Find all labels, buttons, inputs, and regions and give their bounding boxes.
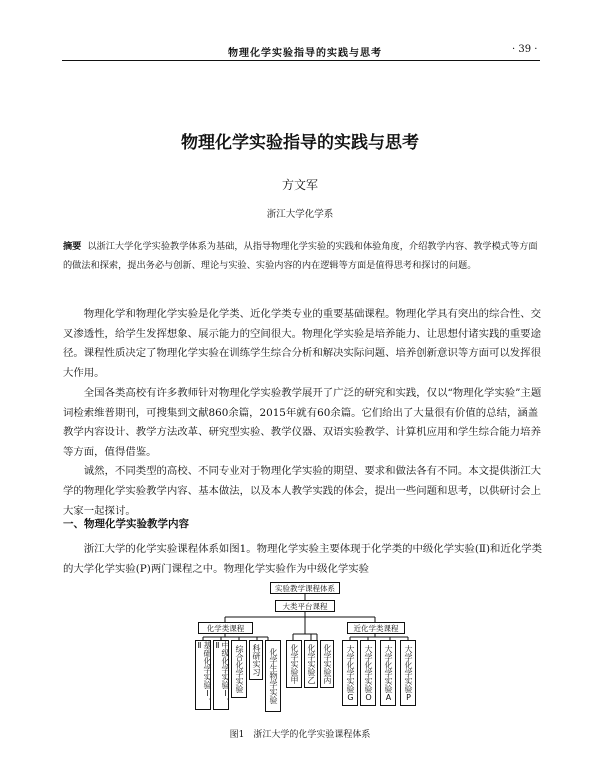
figure-caption: 图1 浙江大学的化学实验课程体系 bbox=[229, 730, 371, 740]
diagram-group-near: 近化学类课程 bbox=[347, 622, 405, 634]
diagram-leaf: 化学生物学实验 bbox=[265, 640, 281, 712]
abstract-text: 以浙江大学化学实验教学体系为基础，从指导物理化学实验的实践和体验角度，介绍教学内容、教学模式等方面的做法和探索，提出务必与创新、理论与实验、实验内容的内在逻辑等方面是值得思考和探讨的问题。 bbox=[63, 241, 538, 271]
author-name: 方文军 bbox=[281, 178, 318, 192]
running-header bbox=[0, 44, 600, 58]
diagram-leaf: 化学实验丙 bbox=[320, 640, 334, 688]
header-rule bbox=[62, 60, 540, 61]
diagram-platform: 大类平台课程 bbox=[275, 600, 335, 612]
course-system-diagram bbox=[190, 582, 420, 722]
diagram-root: 实验教学课程体系 bbox=[270, 582, 340, 594]
diagram-leaf: 基础化学实验Ⅰ、Ⅱ bbox=[195, 640, 211, 710]
diagram-leaf: 大学化学实验P bbox=[400, 640, 416, 706]
affiliation: 浙江大学化学系 bbox=[266, 209, 334, 220]
article-title: 物理化学实验指导的实践与思考 bbox=[181, 133, 419, 153]
page-number: · 39 · bbox=[512, 44, 538, 55]
diagram-leaf: 化学实验甲 bbox=[286, 640, 302, 688]
running-title: 物理化学实验指导的实践与思考 bbox=[228, 48, 382, 59]
diagram-group-chem: 化学类课程 bbox=[198, 622, 253, 634]
diagram-leaf: 综合化学实验 bbox=[231, 640, 247, 698]
diagram-leaf: 大学化学实验O bbox=[360, 640, 376, 706]
abstract bbox=[63, 237, 543, 275]
diagram-leaf: 科研实习 bbox=[249, 640, 263, 680]
body-paragraph-1: 物理化学和物理化学实验是化学类、近化学类专业的重要基础课程。物理化学具有突出的综合性、交叉渗透性，给学生发挥想象、展示能力的空间很大。物理化学实验是培养能力、让思想付诸实践的重要途径。课程性质决定了物理化学实验在训练学生综合分析和解决实际问题、培养创新意识等方面可以发挥很大作用。 bbox=[63, 308, 541, 379]
diagram-leaf: 大学化学实验A bbox=[380, 640, 396, 706]
diagram-leaf: 化学实验乙 bbox=[304, 640, 318, 688]
abstract-label: 摘要 bbox=[63, 241, 82, 252]
section-heading: 一、物理化学实验教学内容 bbox=[63, 518, 189, 530]
diagram-leaf: 大学化学实验G bbox=[342, 640, 358, 706]
body-paragraph-3: 诚然，不同类型的高校、不同专业对于物理化学实验的期望、要求和做法各有不同。本文提供浙江大学的物理化学实验教学内容、基本做法，以及本人教学实践的体会，提出一些问题和思考，以供研讨会上大家一起探讨。 bbox=[63, 465, 541, 517]
body-paragraph-4: 浙江大学的化学实验课程体系如图1。物理化学实验主要体现于化学类的中级化学实验(Ⅱ)和近化学类的大学化学实验(P)两门课程之中。物理化学实验作为中级化学实验 bbox=[63, 543, 542, 575]
body-paragraph-2: 全国各类高校有许多教师针对物理化学实验教学展开了广泛的研究和实践，仅以“物理化学实验”主题词检索维普期刊，可搜集到文献860余篇，2015年就有60余篇。它们给出了大量很有价值的总结，涵盖教学内容设计、教学方法改革、研究型实验、教学仪器、双语实验教学、计算机应用和学生综合能力培养等方面，值得借鉴。 诚然，不同类型的高校、不同专业对于物理化学实验的期望、要求和做法各有不同。本文提供浙江大学的物理化学实验教学内容、基本做法，以及本人教学实践的体会，提出一些问题和思考，以供研讨会上大家一起探讨。 bbox=[63, 384, 543, 521]
diagram-leaf: 中级化学实验Ⅰ、Ⅱ bbox=[213, 640, 229, 710]
